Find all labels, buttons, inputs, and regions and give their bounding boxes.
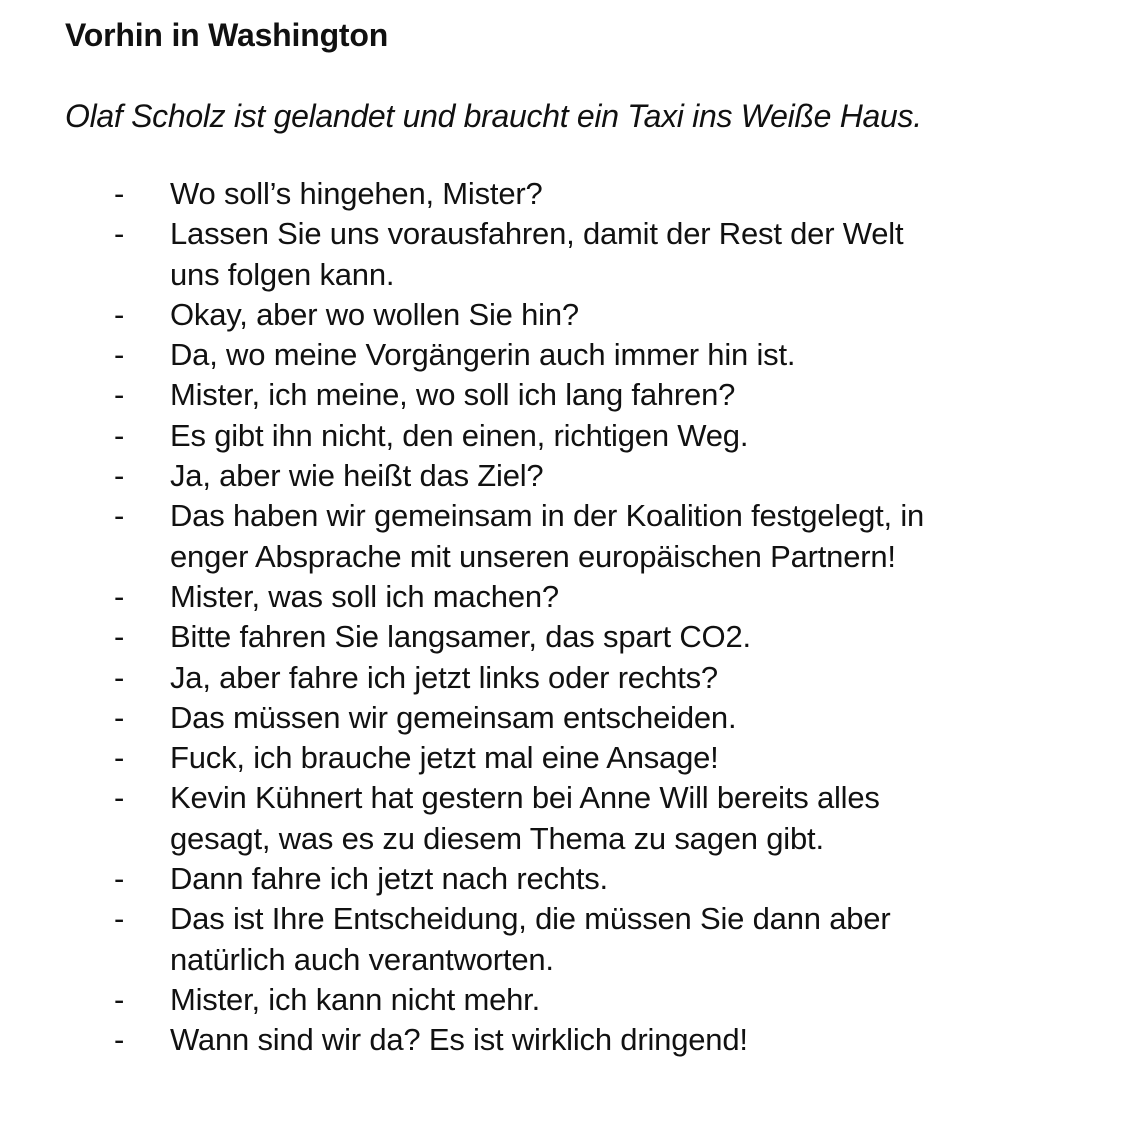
dash-bullet: - bbox=[114, 981, 125, 1017]
dialogue-text-line-1: Das haben wir gemeinsam in der Koalition festgelegt, in bbox=[170, 498, 925, 534]
dialogue-text bbox=[170, 214, 1070, 295]
dialogue-text bbox=[170, 778, 1070, 859]
dialogue-line bbox=[0, 738, 1125, 778]
dialogue-text-line-1: Okay, aber wo wollen Sie hin? bbox=[170, 296, 579, 332]
dash-bullet: - bbox=[114, 377, 125, 413]
dialogue-text bbox=[170, 899, 1070, 980]
dash-bullet: - bbox=[114, 740, 125, 776]
dialogue-text-line-1: Es gibt ihn nicht, den einen, richtigen Weg. bbox=[170, 417, 749, 453]
dash-bullet: - bbox=[114, 216, 125, 252]
dialogue-line bbox=[0, 899, 1125, 980]
dialogue-line bbox=[0, 980, 1125, 1020]
dialogue-line bbox=[0, 577, 1125, 617]
dialogue-text bbox=[170, 859, 1070, 899]
dialogue-text bbox=[170, 335, 1070, 375]
dash-bullet: - bbox=[114, 699, 125, 735]
dialogue-text-line-1: Dann fahre ich jetzt nach rechts. bbox=[170, 861, 608, 897]
dialogue-line bbox=[0, 778, 1125, 859]
dialogue-text-line-2: uns folgen kann. bbox=[170, 256, 395, 292]
dialogue-line bbox=[0, 859, 1125, 899]
dialogue-line bbox=[0, 174, 1125, 214]
dialogue-text-line-1: Wann sind wir da? Es ist wirklich dringend! bbox=[170, 1022, 748, 1058]
dialogue-line bbox=[0, 295, 1125, 335]
dialogue-text bbox=[170, 174, 1070, 214]
dialogue-line bbox=[0, 1020, 1125, 1060]
dialogue-line bbox=[0, 617, 1125, 657]
dialogue-text bbox=[170, 738, 1070, 778]
dash-bullet: - bbox=[114, 498, 125, 534]
dialogue-text bbox=[170, 617, 1070, 657]
dialogue-text-line-1: Da, wo meine Vorgängerin auch immer hin ist. bbox=[170, 337, 796, 373]
dash-bullet: - bbox=[114, 458, 125, 494]
document-title: Vorhin in Washington bbox=[65, 17, 389, 53]
dash-bullet: - bbox=[114, 901, 125, 937]
dash-bullet: - bbox=[114, 176, 125, 211]
dialogue-text-line-2: enger Absprache mit unseren europäischen Partnern! bbox=[170, 538, 896, 574]
dialogue-text bbox=[170, 980, 1070, 1020]
dash-bullet: - bbox=[114, 417, 125, 453]
dialogue-text-line-1: Wo soll’s hingehen, Mister? bbox=[170, 176, 543, 211]
dash-bullet: - bbox=[114, 861, 125, 897]
dialogue-line bbox=[0, 496, 1125, 577]
dialogue-line bbox=[0, 335, 1125, 375]
dialogue-text-line-1: Das müssen wir gemeinsam entscheiden. bbox=[170, 699, 737, 735]
dialogue-text-line-1: Fuck, ich brauche jetzt mal eine Ansage! bbox=[170, 740, 719, 776]
dialogue-text bbox=[170, 658, 1070, 698]
dash-bullet: - bbox=[114, 296, 125, 332]
dash-bullet: - bbox=[114, 578, 125, 614]
intro-text: Olaf Scholz ist gelandet und braucht ein Taxi ins Weiße Haus. bbox=[65, 98, 922, 134]
dialogue-text bbox=[170, 375, 1070, 415]
dialogue-line bbox=[0, 375, 1125, 415]
dialogue-text-line-1: Mister, ich kann nicht mehr. bbox=[170, 981, 541, 1017]
dialogue-text bbox=[170, 456, 1070, 496]
dialogue-line bbox=[0, 214, 1125, 295]
dialogue-text-line-2: gesagt, was es zu diesem Thema zu sagen gibt. bbox=[170, 820, 824, 856]
dash-bullet: - bbox=[114, 619, 125, 655]
dialogue-text-line-1: Ja, aber wie heißt das Ziel? bbox=[170, 458, 544, 494]
dialogue-text-line-1: Kevin Kühnert hat gestern bei Anne Will bereits alles bbox=[170, 780, 880, 816]
dialogue-line bbox=[0, 456, 1125, 496]
dash-bullet: - bbox=[114, 659, 125, 695]
dialogue-text-line-1: Das ist Ihre Entscheidung, die müssen Sie dann aber bbox=[170, 901, 891, 937]
dialogue-list bbox=[0, 174, 1125, 1061]
dash-bullet: - bbox=[114, 337, 125, 373]
dialogue-text-line-1: Mister, ich meine, wo soll ich lang fahren? bbox=[170, 377, 736, 413]
dialogue-text bbox=[170, 496, 1070, 577]
dialogue-text-line-1: Bitte fahren Sie langsamer, das spart CO2. bbox=[170, 619, 751, 655]
dialogue-text bbox=[170, 295, 1070, 335]
dialogue-text bbox=[170, 416, 1070, 456]
dialogue-text bbox=[170, 577, 1070, 617]
dialogue-text-line-1: Mister, was soll ich machen? bbox=[170, 578, 559, 614]
dialogue-text-line-1: Ja, aber fahre ich jetzt links oder rechts? bbox=[170, 659, 718, 695]
dash-bullet: - bbox=[114, 780, 125, 816]
dash-bullet: - bbox=[114, 1022, 125, 1058]
dialogue-text bbox=[170, 1020, 1070, 1060]
dialogue-text-line-2: natürlich auch verantworten. bbox=[170, 941, 554, 977]
dialogue-line bbox=[0, 658, 1125, 698]
dialogue-text bbox=[170, 698, 1070, 738]
dialogue-line bbox=[0, 698, 1125, 738]
dialogue-line bbox=[0, 416, 1125, 456]
dialogue-text-line-1: Lassen Sie uns vorausfahren, damit der Rest der Welt bbox=[170, 216, 904, 252]
